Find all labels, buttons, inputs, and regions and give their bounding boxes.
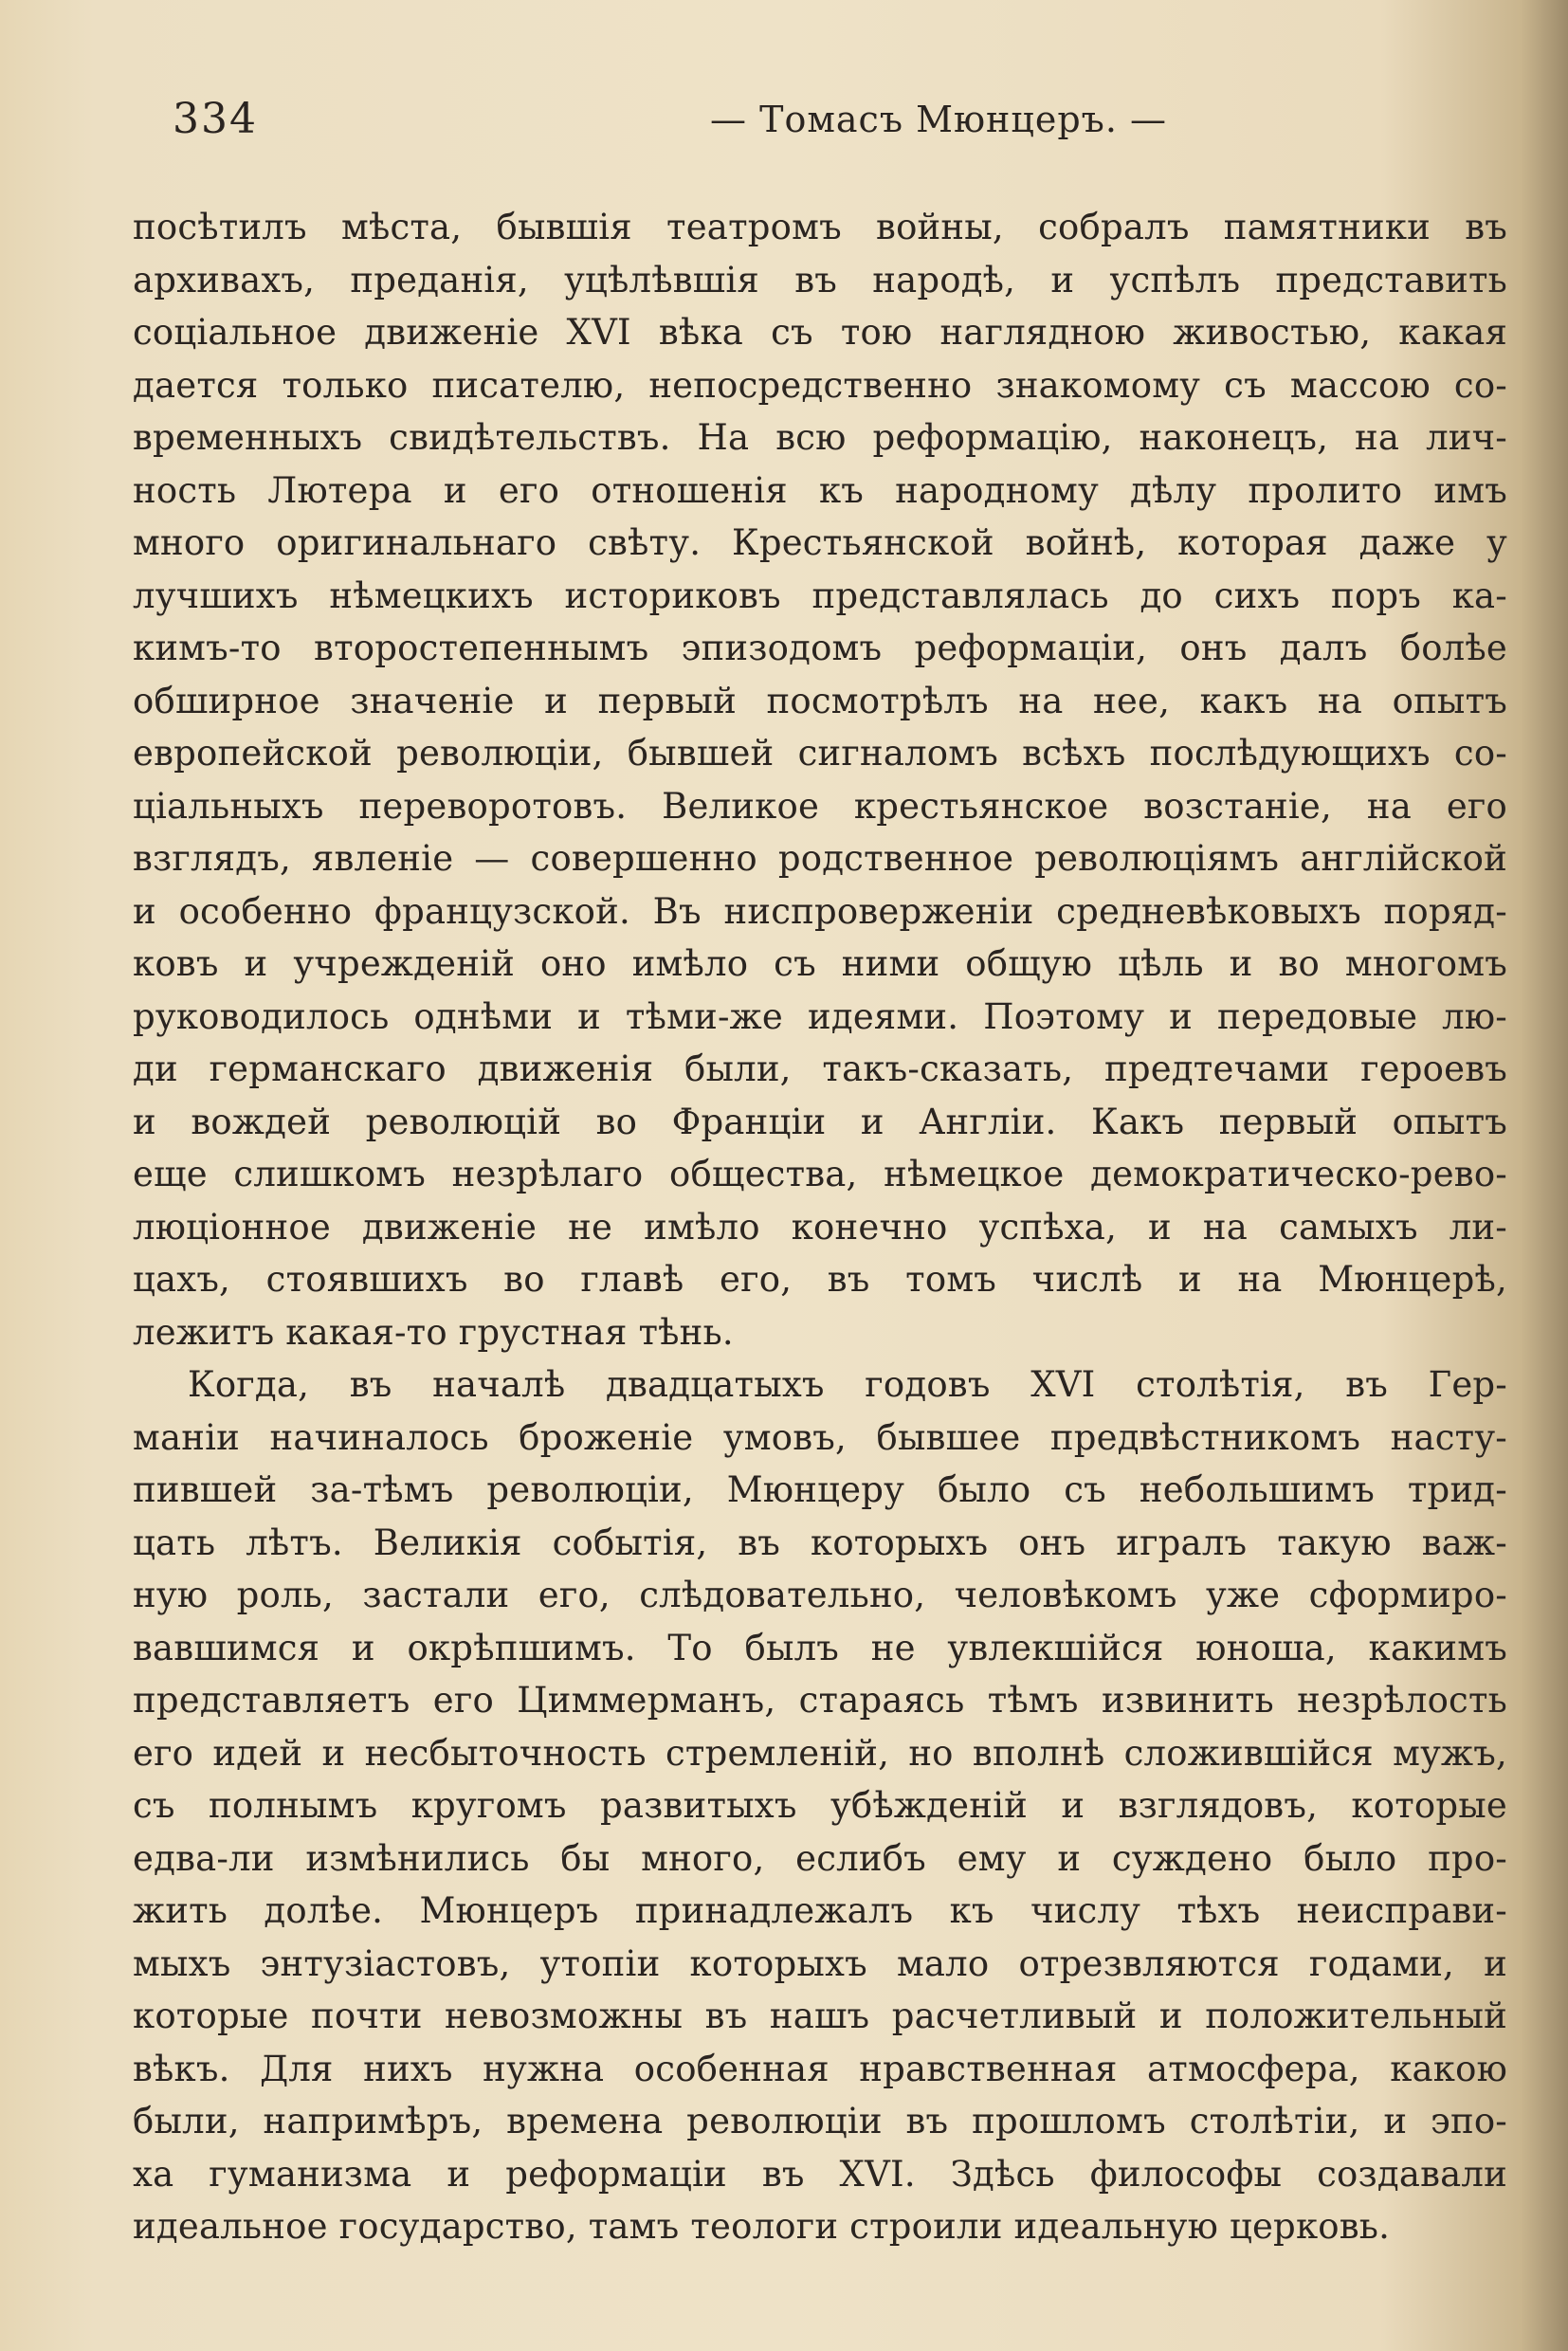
text-line: архивахъ, преданія, уцѣлѣвшія въ народѣ, и успѣлъ представить [133, 259, 1507, 301]
text-line: кимъ-то второстепеннымъ эпизодомъ реформаціи, онъ далъ болѣе [133, 628, 1507, 668]
text-line: люціонное движеніе не имѣло конечно успѣха, и на самыхъ ли- [133, 1206, 1507, 1248]
text-line: маніи начиналось броженіе умовъ, бывшее предвѣстникомъ насту- [133, 1416, 1507, 1458]
paragraph [133, 1358, 1507, 2253]
text-line: едва-ли измѣнились бы много, еслибъ ему и суждено было про- [133, 1837, 1507, 1879]
text-line: европейской революціи, бывшей сигналомъ всѣхъ послѣдующихъ со- [133, 733, 1507, 774]
text-line: ди германскаго движенія были, такъ-сказать, предтечами героевъ [133, 1048, 1507, 1089]
page-header [171, 95, 1517, 161]
text-line: его идей и несбыточность стремленій, но вполнѣ сложившійся мужъ, [133, 1732, 1507, 1774]
text-line: были, напримѣръ, времена революціи въ прошломъ столѣтіи, и эпо- [133, 2101, 1507, 2141]
text-line: временныхъ свидѣтельствъ. На всю реформацію, наконецъ, на лич- [133, 417, 1507, 458]
text-line: съ полнымъ кругомъ развитыхъ убѣжденій и взглядовъ, которые [133, 1785, 1507, 1826]
text-line: цать лѣтъ. Великія событія, въ которыхъ онъ игралъ такую важ- [133, 1522, 1507, 1563]
text-line: представляетъ его Циммерманъ, стараясь тѣмъ извинить незрѣлость [133, 1680, 1507, 1721]
text-line: вѣкъ. Для нихъ нужна особенная нравственная атмосфера, какою [133, 2048, 1507, 2089]
text-line: пившей за-тѣмъ революціи, Мюнцеру было съ небольшимъ трид- [133, 1469, 1507, 1510]
text-line: вавшимся и окрѣпшимъ. То былъ не увлекшійся юноша, какимъ [133, 1627, 1507, 1668]
text-line: ціальныхъ переворотовъ. Великое крестьянское возстаніе, на его [133, 785, 1507, 827]
text-line: лежитъ какая-то грустная тѣнь. [133, 1311, 734, 1353]
text-line: мыхъ энтузіастовъ, утопіи которыхъ мало отрезвляются годами, и [133, 1942, 1507, 1984]
body-text [133, 201, 1507, 2253]
text-line: и особенно французской. Въ ниспроверженіи средневѣковыхъ поряд- [133, 890, 1507, 932]
text-line: лучшихъ нѣмецкихъ историковъ представлялась до сихъ поръ ка- [133, 574, 1507, 616]
text-line: и вождей революцій во Франціи и Англіи. Какъ первый опытъ [133, 1101, 1507, 1142]
text-line: цахъ, стоявшихъ во главѣ его, въ томъ числѣ и на Мюнцерѣ, [133, 1259, 1507, 1300]
text-line: руководилось однѣми и тѣми-же идеями. Поэтому и передовые лю- [133, 995, 1507, 1037]
text-line: жить долѣе. Мюнцеръ принадлежалъ къ числу тѣхъ неисправи- [133, 1890, 1507, 1931]
paragraph [133, 201, 1507, 1358]
text-line: ковъ и учрежденій оно имѣло съ ними общую цѣль и во многомъ [133, 943, 1507, 984]
text-line: взглядъ, явленіе — совершенно родственное революціямъ англійской [133, 838, 1507, 879]
running-title: — Томасъ Мюнцеръ. — [710, 99, 1167, 140]
text-line: много оригинальнаго свѣту. Крестьянской войнѣ, которая даже у [133, 522, 1507, 563]
text-line: ность Лютера и его отношенія къ народному дѣлу пролито имъ [133, 469, 1507, 511]
text-line: соціальное движеніе XVI вѣка съ тою наглядною живостью, какая [133, 312, 1507, 353]
text-line: идеальное государство, тамъ теологи строили идеальную церковь. [133, 2206, 1391, 2247]
text-line: обширное значеніе и первый посмотрѣлъ на нее, какъ на опытъ [133, 680, 1507, 721]
page-number: 334 [173, 95, 258, 143]
text-line: еще слишкомъ незрѣлаго общества, нѣмецкое демократическо-рево- [133, 1154, 1507, 1194]
text-line: дается только писателю, непосредственно знакомому съ массою со- [133, 364, 1507, 406]
text-line: посѣтилъ мѣста, бывшія театромъ войны, собралъ памятники въ [133, 207, 1507, 247]
text-line: Когда, въ началѣ двадцатыхъ годовъ XVI столѣтія, въ Гер- [188, 1364, 1507, 1405]
text-line: ную роль, застали его, слѣдовательно, человѣкомъ уже сформиро- [133, 1575, 1507, 1615]
text-line: ха гуманизма и реформаціи въ XVI. Здѣсь философы создавали [133, 2153, 1507, 2195]
text-line: которые почти невозможны въ нашъ расчетливый и положительный [133, 1996, 1507, 2036]
